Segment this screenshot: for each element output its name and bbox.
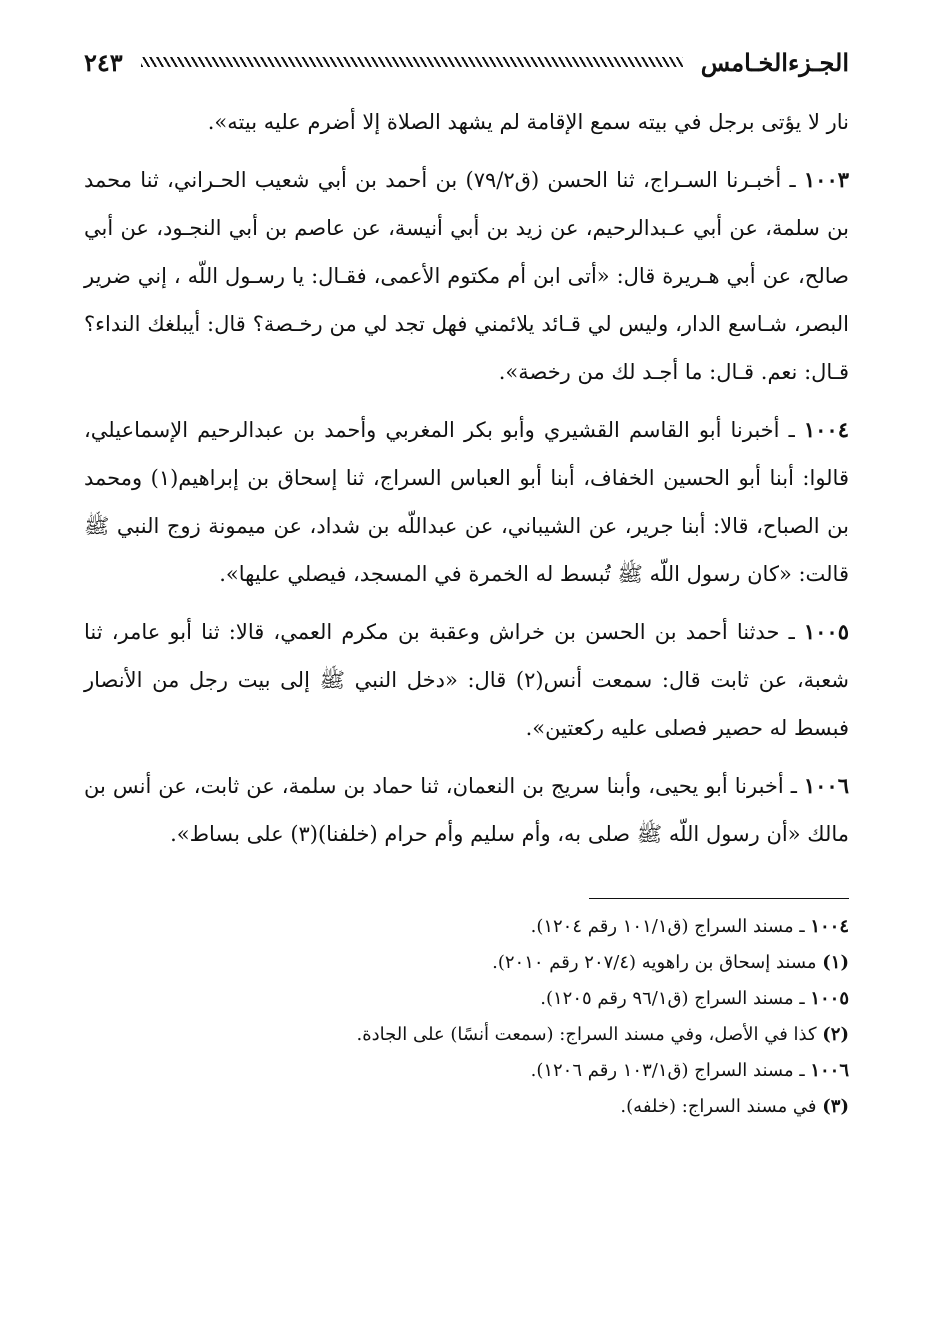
hadith-number: ١٠٠٤ — [803, 417, 849, 442]
running-title: الجـزءالخـامس — [700, 47, 849, 77]
header-hatched-rule — [141, 57, 683, 67]
footnote-number: ١٠٠٥ — [810, 988, 849, 1009]
footnote-text: مسند إسحاق بن راهويه (٢٠٧/٤ رقم ٢٠١٠). — [492, 952, 823, 973]
footnote — [84, 981, 849, 1017]
hadith-1006 — [84, 762, 849, 858]
paragraph-continuation — [84, 98, 849, 146]
footnote-text: ـ مسند السراج (ق١٠١/١ رقم ١٢٠٤). — [530, 916, 811, 937]
footnote-number: (١) — [822, 952, 849, 973]
hadith-text: ـ أخبرنا أبو القاسم القشيري وأبو بكر المغربي وأحمد بن عبدالرحيم الإسماعيلي، قالوا: أبنا أبو الحسين الخفاف، أبنا أبو العباس السراج، ثنا إسحاق بن إبراهيم(١) ومحمد بن الصباح، قالا: أبنا جرير، عن الشيباني، عن عبداللّه بن شداد، عن ميمونة زوج النبي ﷺ قالت: «كان رسول اللّه ﷺ تُبسط له الخمرة في المسجد، فيصلي عليها». — [84, 418, 849, 586]
footnote-separator — [589, 898, 849, 899]
paragraph-text: نار لا يؤتى برجل في بيته سمع الإقامة لم يشهد الصلاة إلا أضرم عليه بيته». — [207, 110, 849, 134]
hadith-number: ١٠٠٦ — [803, 773, 849, 798]
footnote-text: ـ مسند السراج (ق٩٦/١ رقم ١٢٠٥). — [540, 988, 811, 1009]
hadith-text: ـ حدثنا أحمد بن الحسن بن خراش وعقبة بن مكرم العمي، قالا: ثنا أبو عامر، ثنا شعبة، عن ثابت قال: سمعت أنس(٢) قال: «دخل النبي ﷺ إلى بيت رجل من الأنصار فبسط له حصير فصلى عليه ركعتين». — [84, 620, 849, 740]
footnote — [84, 945, 849, 981]
hadith-1003 — [84, 156, 849, 396]
footnote-number: ١٠٠٤ — [810, 916, 849, 937]
footnote-text: في مسند السراج: (خلفه). — [620, 1096, 823, 1117]
footnote-text: كذا في الأصل، وفي مسند السراج: (سمعت أنسًا) على الجادة. — [356, 1024, 823, 1045]
page-number: ٢٤٣ — [84, 47, 123, 77]
hadith-text: ـ أخبرنا أبو يحيى، وأبنا سريج بن النعمان، ثنا حماد بن سلمة، عن ثابت، عن أنس بن مالك «أن رسول اللّه ﷺ صلى به، وأم سليم وأم حرام (خلفنا)(٣) على بساط». — [84, 774, 849, 846]
page-header — [84, 40, 849, 84]
hadith-number: ١٠٠٥ — [803, 619, 849, 644]
footnote-text: ـ مسند السراج (ق١٠٣/١ رقم ١٢٠٦). — [530, 1060, 811, 1081]
footnote-number: ١٠٠٦ — [810, 1060, 849, 1081]
footnote-number: (٣) — [822, 1096, 849, 1117]
hadith-1004 — [84, 406, 849, 598]
footnote — [84, 1017, 849, 1053]
footnote — [84, 1089, 849, 1125]
footnote-number: (٢) — [822, 1024, 849, 1045]
hadith-text: ـ أخبـرنا السـراج، ثنا الحسن (ق٧٩/٢) بن أحمد بن أبي شعيب الحـراني، ثنا محمد بن سلمة، عن أبي عـبدالرحيم، عن زيد بن أبي أنيسة، عن عاصم بن أبي النجـود، عن أبي صالح، عن أبي هـريرة قال: «أتى ابن أم مكتوم الأعمى، فقـال: يا رسـول اللّه ، إني ضرير البصر، شـاسع الدار، وليس لي قـائد يلائمني فهل تجد لي من رخـصة؟ قال: أيبلغك النداء؟ قـال: نعم. قـال: ما أجـد لك من رخصة». — [84, 168, 849, 384]
hadith-number: ١٠٠٣ — [803, 167, 850, 192]
hadith-1005 — [84, 608, 849, 752]
footnote — [84, 909, 849, 945]
footnote — [84, 1053, 849, 1089]
